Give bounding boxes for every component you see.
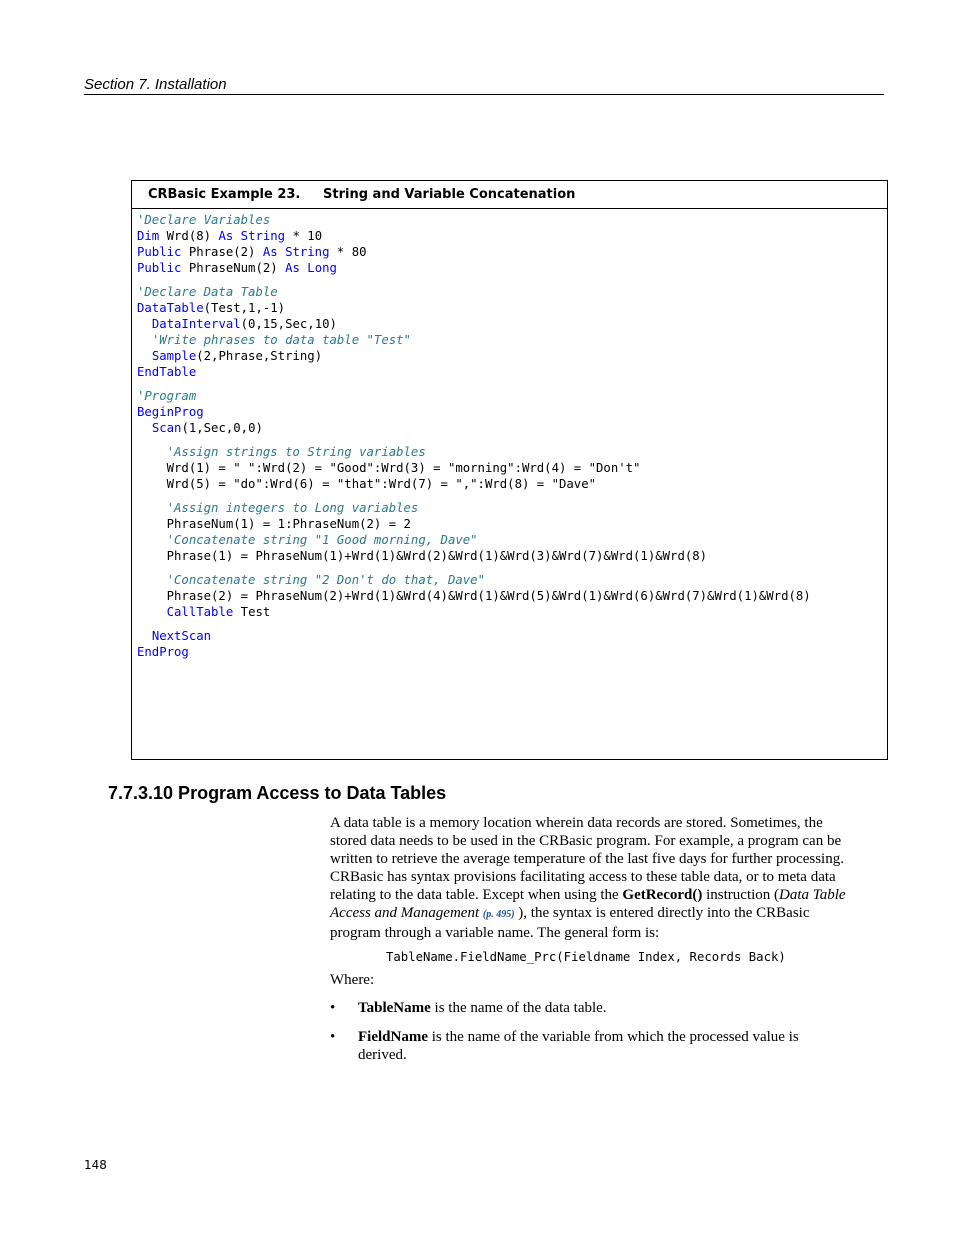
general-form-code: TableName.FieldName_Prc(Fieldname Index, Records Back) [386, 950, 786, 964]
intro-paragraph [330, 814, 850, 942]
list-item [330, 1028, 850, 1064]
list-item [330, 999, 850, 1017]
code-keyword: As Long [285, 261, 337, 275]
code-text: Wrd(8) [159, 229, 219, 243]
code-text [137, 573, 167, 587]
code-line [137, 548, 887, 564]
code-text: * 10 [285, 229, 323, 243]
code-line [137, 460, 887, 476]
code-text: * 80 [329, 245, 367, 259]
code-line [137, 532, 887, 548]
code-comment: 'Write phrases to data table "Test" [151, 333, 411, 347]
code-comment: 'Concatenate string "1 Good morning, Dave" [166, 533, 478, 547]
code-keyword: DataTable [137, 301, 204, 315]
code-text [137, 333, 152, 347]
page-number: 148 [84, 1158, 107, 1172]
code-keyword: EndProg [137, 645, 189, 659]
code-text [137, 349, 152, 363]
code-keyword: Public [137, 245, 182, 259]
body-text [330, 814, 850, 1075]
code-example-title [132, 181, 887, 209]
bullet-icon: • [330, 1000, 336, 1016]
paragraph-text: ), the syntax is entered directly into the CRBasic program through a variable name. The general form is: [330, 905, 810, 941]
page-reference-link[interactable]: (p. 495) [482, 909, 515, 920]
getrecord-term: GetRecord() [622, 887, 703, 903]
code-line [137, 572, 887, 588]
code-line [137, 260, 887, 276]
code-line [137, 404, 887, 420]
where-label: Where: [330, 972, 375, 988]
code-line [137, 212, 887, 228]
code-text: (Test,1,-1) [203, 301, 286, 315]
code-comment: 'Concatenate string "2 Don't do that, Dave" [166, 573, 485, 587]
code-text: (0,15,Sec,10) [240, 317, 337, 331]
code-keyword: As String [218, 229, 286, 243]
example-label: CRBasic Example 23. [148, 187, 301, 202]
code-line [137, 476, 887, 492]
code-keyword: DataInterval [151, 317, 241, 331]
cross-reference-title[interactable]: Data Table Access and Management [330, 887, 846, 921]
code-text [137, 533, 167, 547]
code-line [137, 516, 887, 532]
code-line [137, 564, 887, 572]
definition-list [330, 999, 850, 1064]
bullet-icon: • [330, 1029, 336, 1045]
code-listing [132, 209, 887, 660]
code-text [137, 317, 152, 331]
code-line [137, 228, 887, 244]
code-keyword: Sample [151, 349, 197, 363]
code-text [137, 605, 167, 619]
section-label: Section 7. Installation [84, 76, 227, 93]
code-keyword: NextScan [151, 629, 212, 643]
code-text: (1,Sec,0,0) [181, 421, 263, 435]
code-text: Phrase(2) = PhraseNum(2)+Wrd(1)&Wrd(4)&Wrd(1)&Wrd(5)&Wrd(1)&Wrd(6)&Wrd(7)&Wrd(1)&Wrd(8) [137, 589, 811, 603]
paragraph-text: A data table is a memory location wherein data records are stored. Sometimes, the stored data needs to be used in the CRBasic program. For example, a program can be written to retrieve the average temperature of the last five days for further processing. CRBasic has syntax provisions facilitating access to these table data, or to meta data relating to the data table. Except when using the [330, 815, 844, 903]
list-description: is the name of the variable from which the processed value is derived. [358, 1029, 799, 1063]
paragraph-text: instruction ( [702, 887, 780, 903]
code-text: Wrd(5) = "do":Wrd(6) = "that":Wrd(7) = ",":Wrd(8) = "Dave" [137, 477, 597, 491]
code-line [137, 380, 887, 388]
code-keyword: CallTable [166, 605, 234, 619]
code-line [137, 604, 887, 620]
code-line [137, 420, 887, 436]
code-line [137, 444, 887, 460]
code-line [137, 284, 887, 300]
code-text: PhraseNum(2) [181, 261, 286, 275]
code-comment: 'Declare Variables [137, 213, 271, 227]
code-line [137, 644, 887, 660]
code-text [137, 421, 152, 435]
example-title: String and Variable Concatenation [323, 187, 576, 202]
code-comment: 'Declare Data Table [137, 285, 278, 299]
code-line [137, 388, 887, 404]
list-description: is the name of the data table. [430, 1000, 607, 1016]
code-comment: 'Assign strings to String variables [166, 445, 426, 459]
code-keyword: Public [137, 261, 182, 275]
code-line [137, 436, 887, 444]
code-keyword: Dim [137, 229, 160, 243]
code-line [137, 588, 887, 604]
code-line [137, 276, 887, 284]
code-text: (2,Phrase,String) [196, 349, 323, 363]
code-text: Wrd(1) = " ":Wrd(2) = "Good":Wrd(3) = "morning":Wrd(4) = "Don't" [137, 461, 641, 475]
code-line [137, 500, 887, 516]
code-text [137, 629, 152, 643]
code-line [137, 364, 887, 380]
code-line [137, 244, 887, 260]
code-line [137, 620, 887, 628]
code-text: Phrase(2) [181, 245, 263, 259]
code-line [137, 348, 887, 364]
list-term: TableName [358, 1000, 431, 1016]
code-text: PhraseNum(1) = 1:PhraseNum(2) = 2 [137, 517, 411, 531]
page-header [84, 76, 884, 95]
code-comment: 'Assign integers to Long variables [166, 501, 419, 515]
code-keyword: BeginProg [137, 405, 204, 419]
code-text [137, 501, 167, 515]
code-text: Phrase(1) = PhraseNum(1)+Wrd(1)&Wrd(2)&Wrd(1)&Wrd(3)&Wrd(7)&Wrd(1)&Wrd(8) [137, 549, 708, 563]
code-keyword: EndTable [137, 365, 197, 379]
code-comment: 'Program [137, 389, 197, 403]
code-text: Test [233, 605, 271, 619]
code-line [137, 332, 887, 348]
code-example-box [131, 180, 888, 760]
code-line [137, 492, 887, 500]
code-keyword: As String [262, 245, 330, 259]
code-line [137, 316, 887, 332]
list-term: FieldName [358, 1029, 428, 1045]
code-line [137, 628, 887, 644]
code-text [137, 445, 167, 459]
code-line [137, 300, 887, 316]
section-heading: 7.7.3.10 Program Access to Data Tables [108, 783, 447, 803]
code-keyword: Scan [151, 421, 182, 435]
